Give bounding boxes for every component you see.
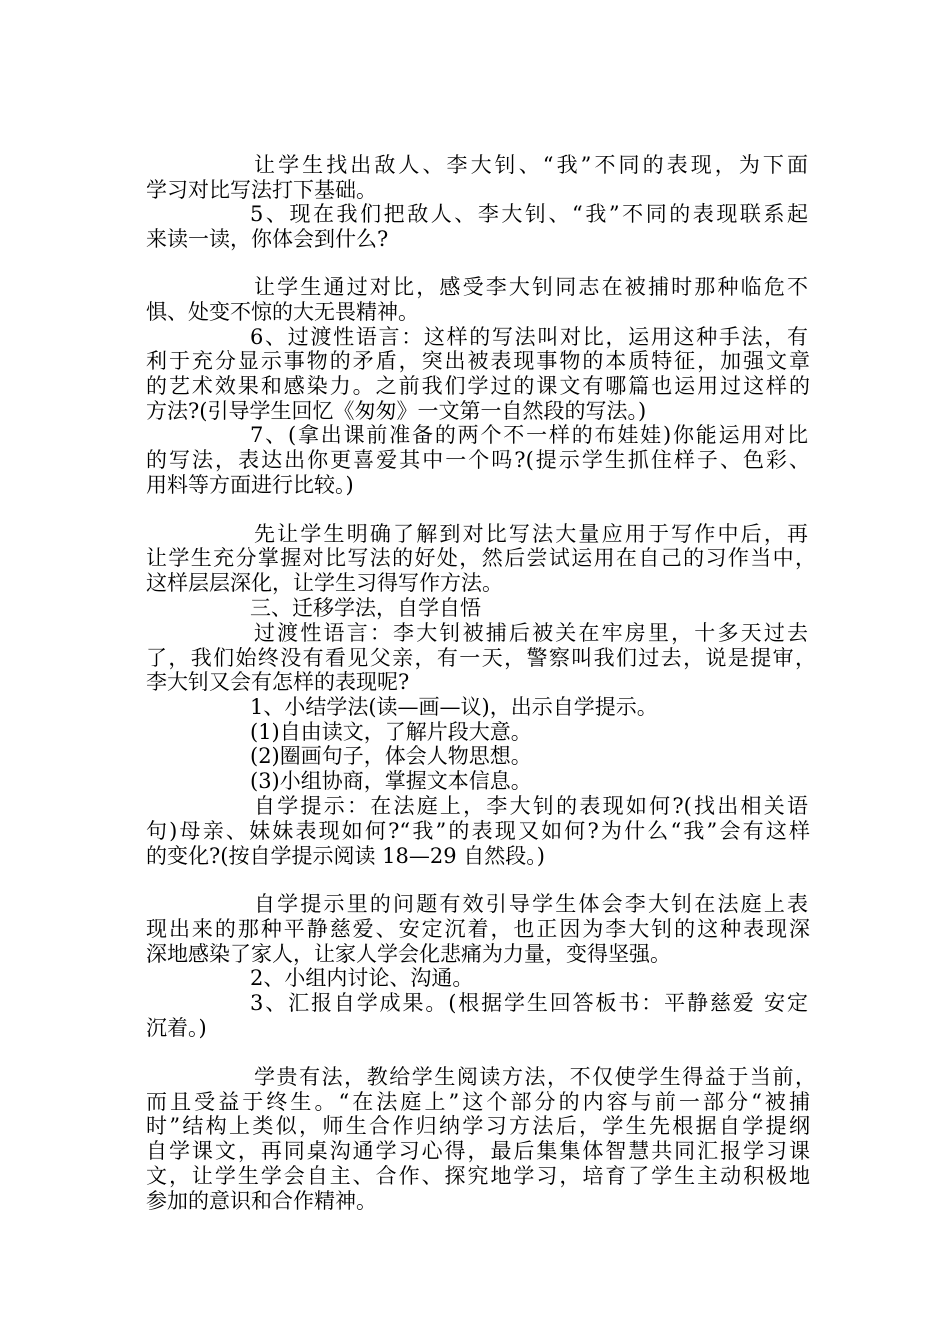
text-line: 参加的意识和合作精神。 [146,1189,377,1213]
text-line: 用料等方面进行比较。) [146,473,354,497]
text-line: 来读一读，你体会到什么? [146,227,389,251]
text-line: 1、小结学法(读—画—议)，出示自学提示。 [250,695,658,719]
text-line: 沉着。) [146,1016,207,1040]
text-line: 自学课文，再同桌沟通学习心得，最后集集体智慧共同汇报学习课 [146,1139,810,1163]
text-line: 深地感染了家人，让家人学会化悲痛为力量，变得坚强。 [146,942,671,966]
text-line: 让学生通过对比，感受李大钊同志在被捕时那种临危不 [254,275,808,299]
text-line: 自学提示：在法庭上，李大钊的表现如何?(找出相关语 [254,794,808,818]
text-line: 惧、处变不惊的大无畏精神。 [146,300,419,324]
text-line: 文，让学生学会自主、合作、探究地学习，培育了学生主动积极地 [146,1164,810,1188]
text-line: 过渡性语言：李大钊被捕后被关在牢房里，十多天过去 [254,621,808,645]
text-line: 这样层层深化，让学生习得写作方法。 [146,571,503,595]
text-line: 方法?(引导学生回忆《匆匆》一文第一自然段的写法。) [146,399,647,423]
text-line: 学贵有法，教给学生阅读方法，不仅使学生得益于当前， [254,1065,816,1089]
text-line: (1)自由读文，了解片段大意。 [250,720,532,744]
text-line: 李大钊又会有怎样的表现呢? [146,670,410,694]
text-line: 6、过渡性语言：这样的写法叫对比，运用这种手法，有 [250,325,808,349]
text-line: 时”结构上类似，师生合作归纳学习方法后，学生先根据自学提纲 [146,1114,810,1138]
text-line: 7、(拿出课前准备的两个不一样的布娃娃)你能运用对比 [250,423,808,447]
section-heading: 三、迁移学法，自学自悟 [250,596,481,620]
text-line: 3、汇报自学成果。(根据学生回答板书：平静慈爱 安定 [250,991,808,1015]
text-line: 让学生充分掌握对比写法的好处，然后尝试运用在自己的习作当中， [146,546,816,570]
text-line: 现出来的那种平静慈爱、安定沉着，也正因为李大钊的这种表现深 [146,917,810,941]
text-line: (2)圈画句子，体会人物思想。 [250,744,532,768]
text-line: 5、现在我们把敌人、李大钊、“我”不同的表现联系起 [250,202,808,226]
text-line: (3)小组协商，掌握文本信息。 [250,769,532,793]
text-line: 让学生找出敌人、李大钊、“我”不同的表现，为下面 [254,153,808,177]
text-line: 的写法，表达出你更喜爱其中一个吗?(提示学生抓住样子、色彩、 [146,448,810,472]
text-line: 2、小组内讨论、沟通。 [250,966,474,990]
text-line: 学习对比写法打下基础。 [146,178,377,202]
text-line: 自学提示里的问题有效引导学生体会李大钊在法庭上表 [254,892,808,916]
text-line: 句)母亲、妹妹表现如何?“我”的表现又如何?为什么“我”会有这样 [146,819,810,843]
text-line: 先让学生明确了解到对比写法大量应用于写作中后，再 [254,522,808,546]
text-line: 而且受益于终生。“在法庭上”这个部分的内容与前一部分“被捕 [146,1090,810,1114]
text-line: 的变化?(按自学提示阅读 18—29 自然段。) [146,844,545,868]
text-line: 了，我们始终没有看见父亲，有一天，警察叫我们过去，说是提审， [146,646,816,670]
text-line: 利于充分显示事物的矛盾，突出被表现事物的本质特征，加强文章 [146,349,810,373]
text-line: 的艺术效果和感染力。之前我们学过的课文有哪篇也运用过这样的 [146,374,810,398]
